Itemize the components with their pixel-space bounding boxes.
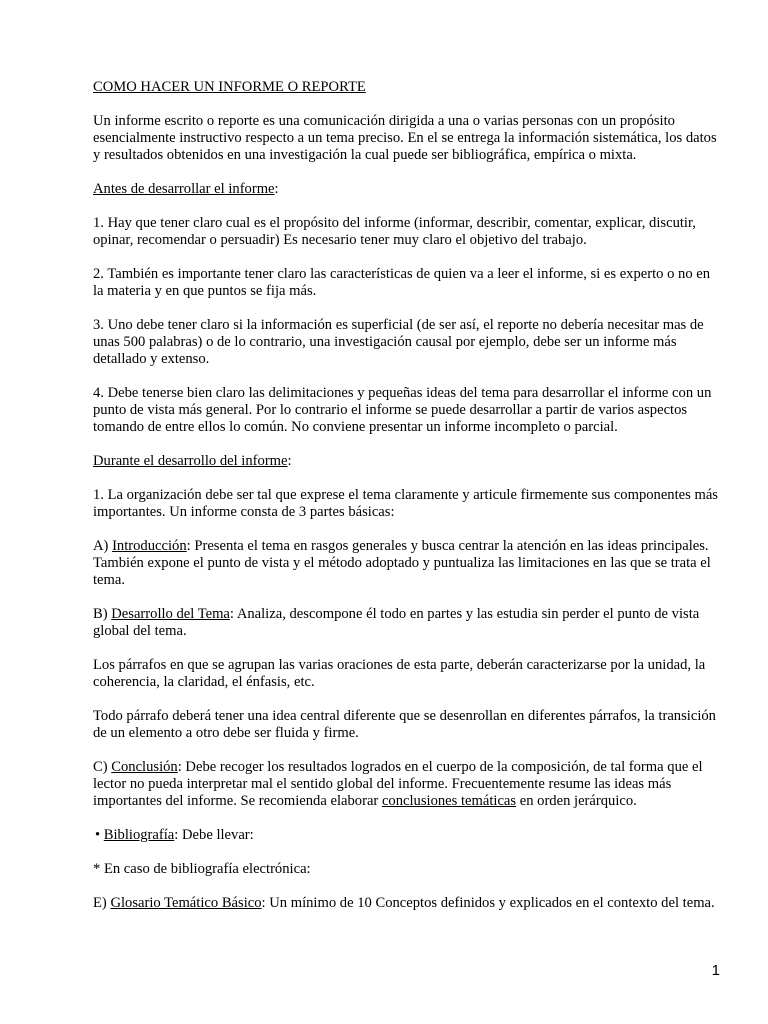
page-number: 1 [711,962,720,979]
bibliografia-item [93,827,723,844]
antes-item-4: 4. Debe tenerse bien claro las delimitaciones y pequeñas ideas del tema para desarrollar el informe con un punto de vista más general. Por lo contrario el informe se puede desarrollar a partir de varios aspectos tomando de entre ellos lo común. No conviene presentar un informe incompleto o parcial. [93,385,712,435]
document-title [93,79,723,96]
durante-item-1: 1. La organización debe ser tal que exprese el tema claramente y articule firmemente sus componentes más importantes. Un informe consta de 3 partes básicas: [93,487,718,520]
part-e-prefix: E) [93,895,111,911]
bullet-icon: • [95,827,101,843]
antes-heading-colon: : [274,181,279,197]
part-c-paragraph [93,759,723,810]
intro-paragraph: Un informe escrito o reporte es una comunicación dirigida a una o varias personas con un propósito esencialmente instructivo respecto a un tema preciso. En el se entrega la información sistemática, los datos y resultados obtenidos en una investigación la cual puede ser bibliográfica, empírica o mixta. [93,113,717,163]
part-a-paragraph [93,538,723,589]
bibliografia-text: : Debe llevar: [174,827,254,843]
part-c-tail: en orden jerárquico. [516,793,637,809]
part-e-paragraph [93,895,723,912]
part-e-text: : Un mínimo de 10 Conceptos definidos y explicados en el contexto del tema. [261,895,715,911]
durante-heading-colon: : [287,453,292,469]
part-b-prefix: B) [93,606,112,622]
bibliografia-term: Bibliografía [103,827,175,843]
antes-item-2: 2. También es importante tener claro las características de quien va a leer el informe, si es experto o no en la materia y en que puntos se fija más. [93,266,711,299]
parrafos-paragraph-1: Los párrafos en que se agrupan las varias oraciones de esta parte, deberán caracterizarse por la unidad, la coherencia, la claridad, el énfasis, etc. [93,657,706,690]
part-b-paragraph [93,606,723,640]
durante-heading-text: Durante el desarrollo del informe [93,453,288,469]
electronica-note: * En caso de bibliografía electrónica: [93,861,311,877]
part-a-term: Introducción [112,538,187,554]
part-c-term: Conclusión [111,759,178,775]
antes-item-1: 1. Hay que tener claro cual es el propósito del informe (informar, describir, comentar, explicar, discutir, opinar, recomendar o persuadir) Es necesario tener muy claro el objetivo del trabajo. [93,215,696,248]
part-c-text: : Debe recoger los resultados logrados en el cuerpo de la composición, de tal forma que el lector no pueda interpretar mal el sentido global del informe. Frecuentemente resume las ideas más importantes del informe. Se recomienda elaborar [93,759,703,809]
part-a-prefix: A) [93,538,113,554]
title-text: COMO HACER UN INFORME O REPORTE [93,79,366,95]
parrafos-paragraph-2: Todo párrafo deberá tener una idea central diferente que se desenrollan en diferentes párrafos, la transición de un elemento a otro debe ser fluida y firme. [93,708,716,741]
antes-heading-text: Antes de desarrollar el informe [93,181,275,197]
conclusiones-tematicas-link: conclusiones temáticas [381,793,517,809]
part-b-term: Desarrollo del Tema [111,606,230,622]
antes-item-3: 3. Uno debe tener claro si la información es superficial (de ser así, el reporte no debería necesitar mas de unas 500 palabras) o de lo contrario, una investigación causal por ejemplo, debe ser un informe más detallado y extenso. [93,317,704,367]
part-e-term: Glosario Temático Básico [110,895,262,911]
document-body [93,79,723,929]
part-b-text: : Analiza, descompone él todo en partes y las estudia sin perder el punto de vista global del tema. [93,606,700,639]
part-c-prefix: C) [93,759,112,775]
durante-heading [93,453,723,470]
antes-heading [93,181,723,198]
part-a-text: : Presenta el tema en rasgos generales y busca centrar la atención en las ideas principales. También expone el punto de vista y el método adoptado y puntualiza las limitaciones en las que se trata el tema. [93,538,711,588]
